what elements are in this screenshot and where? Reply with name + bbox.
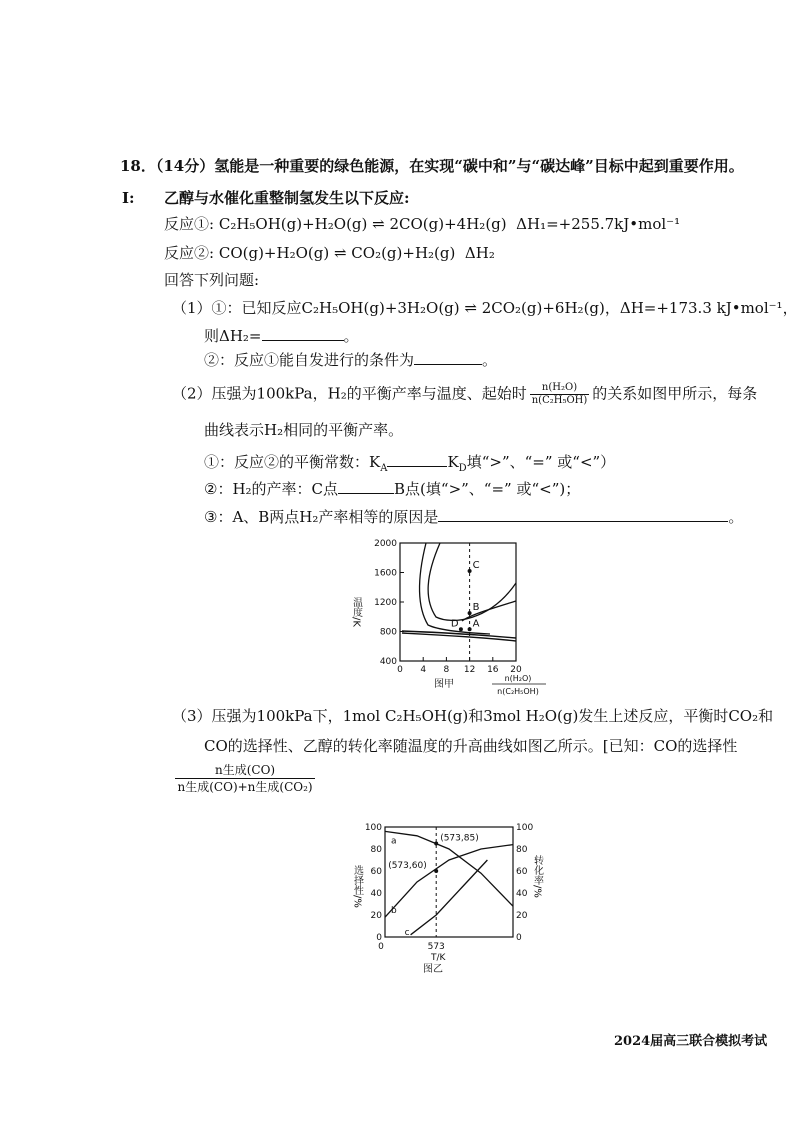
q3-part-a: （3）压强为100kPa下，1mol C₂H₅OH(g)和3mol H₂O(g)发生上述反应，平衡时CO₂和 — [172, 707, 774, 725]
annotation-point — [434, 869, 438, 873]
y-tick-label-left: 100 — [364, 823, 382, 833]
part-label: Ⅰ: — [122, 189, 135, 207]
q2-ii-tail: B点(填“>”、“=” 或“<”)； — [394, 480, 581, 498]
q2-a-post: 的关系如图甲所示，每条 — [592, 384, 758, 403]
q1-part-a: （1）①：已知反应C₂H₅OH(g)+3H₂O(g) ⇌ 2CO₂(g)+6H₂(g)，ΔH=+173.3 kJ•mol⁻¹， — [172, 299, 798, 317]
y-axis-label-left: 选择性/% — [351, 865, 363, 908]
q2-a-pre: （2）压强为100kPa，H₂的平衡产率与温度、起始时 — [172, 384, 527, 403]
x-label-numerator: n(H₂O) — [504, 674, 532, 683]
reaction-2-equation: CO(g)+H₂O(g) ⇌ CO₂(g)+H₂(g) — [218, 244, 456, 262]
reaction-1-equation: C₂H₅OH(g)+H₂O(g) ⇌ 2CO(g)+4H₂(g) — [218, 215, 507, 233]
q1-part-b: ②：反应①能自发进行的条件为 。 — [204, 351, 498, 369]
y-tick-label-left: 20 — [370, 911, 382, 921]
y-tick-label-left: 80 — [370, 845, 382, 855]
q2-part-a2: 曲线表示H₂相同的平衡产率。 — [204, 421, 404, 439]
selectivity-fraction — [175, 762, 315, 795]
q2-part-a — [172, 382, 757, 407]
chart-title: 图甲 — [434, 679, 454, 690]
q2-i-text: ①：反应②的平衡常数：K — [204, 453, 381, 471]
annotation-label: (573,60) — [388, 861, 427, 871]
chart-title: 图乙 — [423, 964, 443, 975]
y-axis-label-right: 转化率/% — [531, 855, 543, 898]
q2-item-2 — [204, 479, 580, 499]
reaction-2-enthalpy: ΔH₂ — [464, 244, 495, 262]
x-tick-label: 16 — [487, 665, 499, 675]
k-sub-d: D — [458, 463, 467, 474]
k-sub-a: A — [380, 463, 388, 474]
y-tick-label: 400 — [379, 657, 397, 667]
reaction-2 — [164, 243, 495, 263]
q2-ii-text: ②：H₂的产率：C点 — [204, 480, 339, 498]
q2-item-3: ③：A、B两点H₂产率相等的原因是 。 — [204, 508, 744, 526]
ratio-fraction — [530, 382, 590, 407]
series-b-label: b — [391, 906, 397, 917]
point-d — [459, 627, 463, 631]
point-c — [468, 569, 472, 573]
q2-iii-text: ③：A、B两点H₂产率相等的原因是 — [204, 508, 439, 526]
x-tick-origin: 0 — [378, 942, 384, 952]
x-tick-label: 12 — [463, 665, 476, 675]
answer-blank[interactable] — [387, 452, 447, 467]
x-tick-label: 8 — [443, 665, 450, 675]
y-tick-label-right: 80 — [516, 845, 528, 855]
series-c-line — [411, 860, 488, 935]
y-tick-label-right: 60 — [516, 867, 528, 877]
q2-i-tail: 填“>”、“=” 或“<”） — [466, 453, 616, 471]
reaction-1-enthalpy: ΔH₁=+255.7kJ•mol⁻¹ — [516, 215, 681, 233]
question-header: 18．（14分）氢能是一种重要的绿色能源，在实现“碳中和”与“碳达峰”目标中起到重要作用。 — [120, 157, 744, 175]
y-tick-label-right: 40 — [516, 889, 528, 899]
x-label-denominator: n(C₂H₅OH) — [497, 687, 539, 696]
point-b — [468, 611, 472, 615]
y-tick-label: 2000 — [374, 539, 397, 549]
y-tick-label-right: 20 — [516, 911, 528, 921]
selectivity-denominator: n生成(CO)+n生成(CO₂) — [177, 780, 313, 794]
q1-b-text: ②：反应①能自发进行的条件为 — [204, 351, 415, 369]
point-a — [468, 627, 472, 631]
reaction-2-prefix: 反应②: — [164, 244, 215, 262]
y-axis-label: 温度/K — [350, 597, 362, 627]
x-tick-label: 20 — [510, 665, 522, 675]
y-tick-label: 1600 — [374, 568, 397, 579]
y-tick-label-left: 40 — [370, 889, 382, 899]
q3-part-b: CO的选择性、乙醇的转化率随温度的升高曲线如图乙所示。[已知：CO的选择性 — [204, 737, 738, 755]
q1-part-a2: 则ΔH₂= 。 — [204, 327, 359, 345]
answer-blank[interactable] — [262, 326, 344, 341]
point-label: C — [472, 560, 480, 572]
selectivity-numerator: n生成(CO) — [175, 762, 315, 779]
answer-blank[interactable] — [414, 350, 482, 365]
chart-jia — [340, 535, 550, 705]
annotation-label: (573,85) — [440, 833, 479, 844]
answer-blank[interactable] — [338, 479, 394, 494]
series-b-line — [385, 845, 513, 918]
answer-blank[interactable] — [438, 507, 728, 522]
footer-exam-name: 2024届高三联合模拟考试 — [614, 1034, 768, 1049]
intro-text: 乙醇与水催化重整制氢发生以下反应: — [164, 189, 410, 207]
q1-dh2-label: 则ΔH₂= — [204, 327, 262, 345]
y-tick-label: 800 — [379, 627, 397, 638]
reaction-1-prefix: 反应①: — [164, 215, 215, 233]
x-tick-label: 573 — [427, 942, 445, 952]
point-label: A — [472, 618, 480, 630]
x-tick-label: 4 — [420, 665, 427, 675]
q2-item-1 — [204, 452, 615, 479]
annotation-point — [434, 842, 438, 846]
answer-prompt: 回答下列问题: — [164, 271, 260, 289]
y-tick-label-right: 100 — [516, 823, 534, 833]
y-tick-label-right: 0 — [516, 933, 522, 943]
series-a-label: a — [391, 836, 397, 847]
point-label: B — [472, 602, 480, 614]
x-tick-label: 0 — [397, 665, 403, 675]
y-tick-label-left: 60 — [370, 867, 382, 877]
ratio-denominator: n(C₂H₅OH) — [531, 395, 588, 406]
x-axis-label: T/K — [430, 953, 446, 963]
y-tick-label: 1200 — [374, 598, 397, 608]
plot-frame — [385, 827, 513, 937]
q2-i-mid: K — [447, 453, 459, 471]
reaction-1 — [164, 214, 680, 234]
y-tick-label-left: 0 — [376, 933, 382, 943]
series-c-label: c — [404, 927, 410, 938]
chart-yi — [345, 815, 545, 985]
co-selectivity-formula — [172, 762, 318, 795]
ratio-numerator: n(H₂O) — [530, 382, 590, 395]
point-label: D — [450, 618, 459, 630]
